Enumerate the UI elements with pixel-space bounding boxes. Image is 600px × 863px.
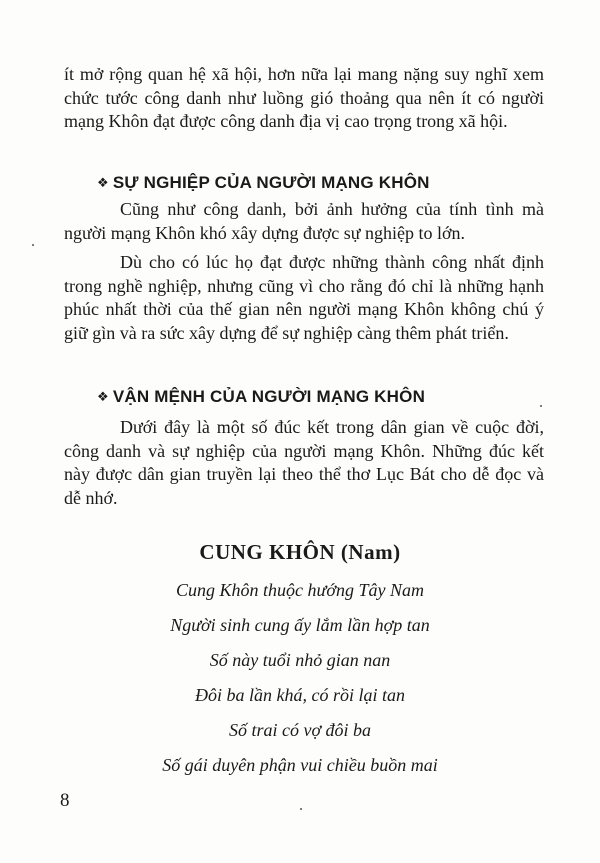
diamond-bullet-icon: ❖ <box>97 389 109 404</box>
section-heading-career-text: SỰ NGHIỆP CỦA NGƯỜI MẠNG KHÔN <box>112 173 430 192</box>
print-speck <box>300 808 302 810</box>
career-paragraph-2: Dù cho có lúc họ đạt được những thành công nhất định trong nghề nghiệp, nhưng cũng vì cho rằng đó chỉ là những hạnh phúc nhất thời của thế gian nên người mạng Khôn không chú ý giữ gìn và ra sức xây dựng để sự nghiệp càng thêm phát triển. <box>64 252 544 343</box>
print-speck <box>540 405 542 407</box>
section-heading-destiny <box>97 387 425 407</box>
poem-line: Người sinh cung ấy lắm lần hợp tan <box>170 615 430 635</box>
poem-line: Số gái duyên phận vui chiều buồn mai <box>162 755 438 775</box>
section-heading-career <box>97 173 430 193</box>
destiny-paragraph: Dưới đây là một số đúc kết trong dân gian về cuộc đời, công danh và sự nghiệp của người mạng Khôn. Những đúc kết này được dân gian truyền lại theo thể thơ Lục Bát cho dễ đọc và dễ nhớ. <box>64 417 544 508</box>
poem-line: Số trai có vợ đôi ba <box>228 720 372 740</box>
poem-line: Số này tuổi nhỏ gian nan <box>209 650 391 670</box>
page-number: 8 <box>60 790 70 811</box>
section-heading-destiny-text: VẬN MỆNH CỦA NGƯỜI MẠNG KHÔN <box>112 387 426 406</box>
diamond-bullet-icon: ❖ <box>97 175 109 190</box>
poem-line: Đôi ba lần khá, có rồi lại tan <box>195 685 405 705</box>
poem-line: Cung Khôn thuộc hướng Tây Nam <box>176 580 424 600</box>
poem-title: CUNG KHÔN (Nam) <box>199 540 401 564</box>
career-paragraph-1: Cũng như công danh, bởi ảnh hưởng của tính tình mà người mạng Khôn khó xây dựng được sự nghiệp to lớn. <box>64 199 544 243</box>
intro-paragraph: ít mở rộng quan hệ xã hội, hơn nữa lại mang nặng suy nghĩ xem chức tước công danh như luồng gió thoảng qua nên ít có người mạng Khôn đạt được công danh địa vị cao trọng trong xã hội. <box>64 64 544 131</box>
print-speck <box>32 244 34 246</box>
